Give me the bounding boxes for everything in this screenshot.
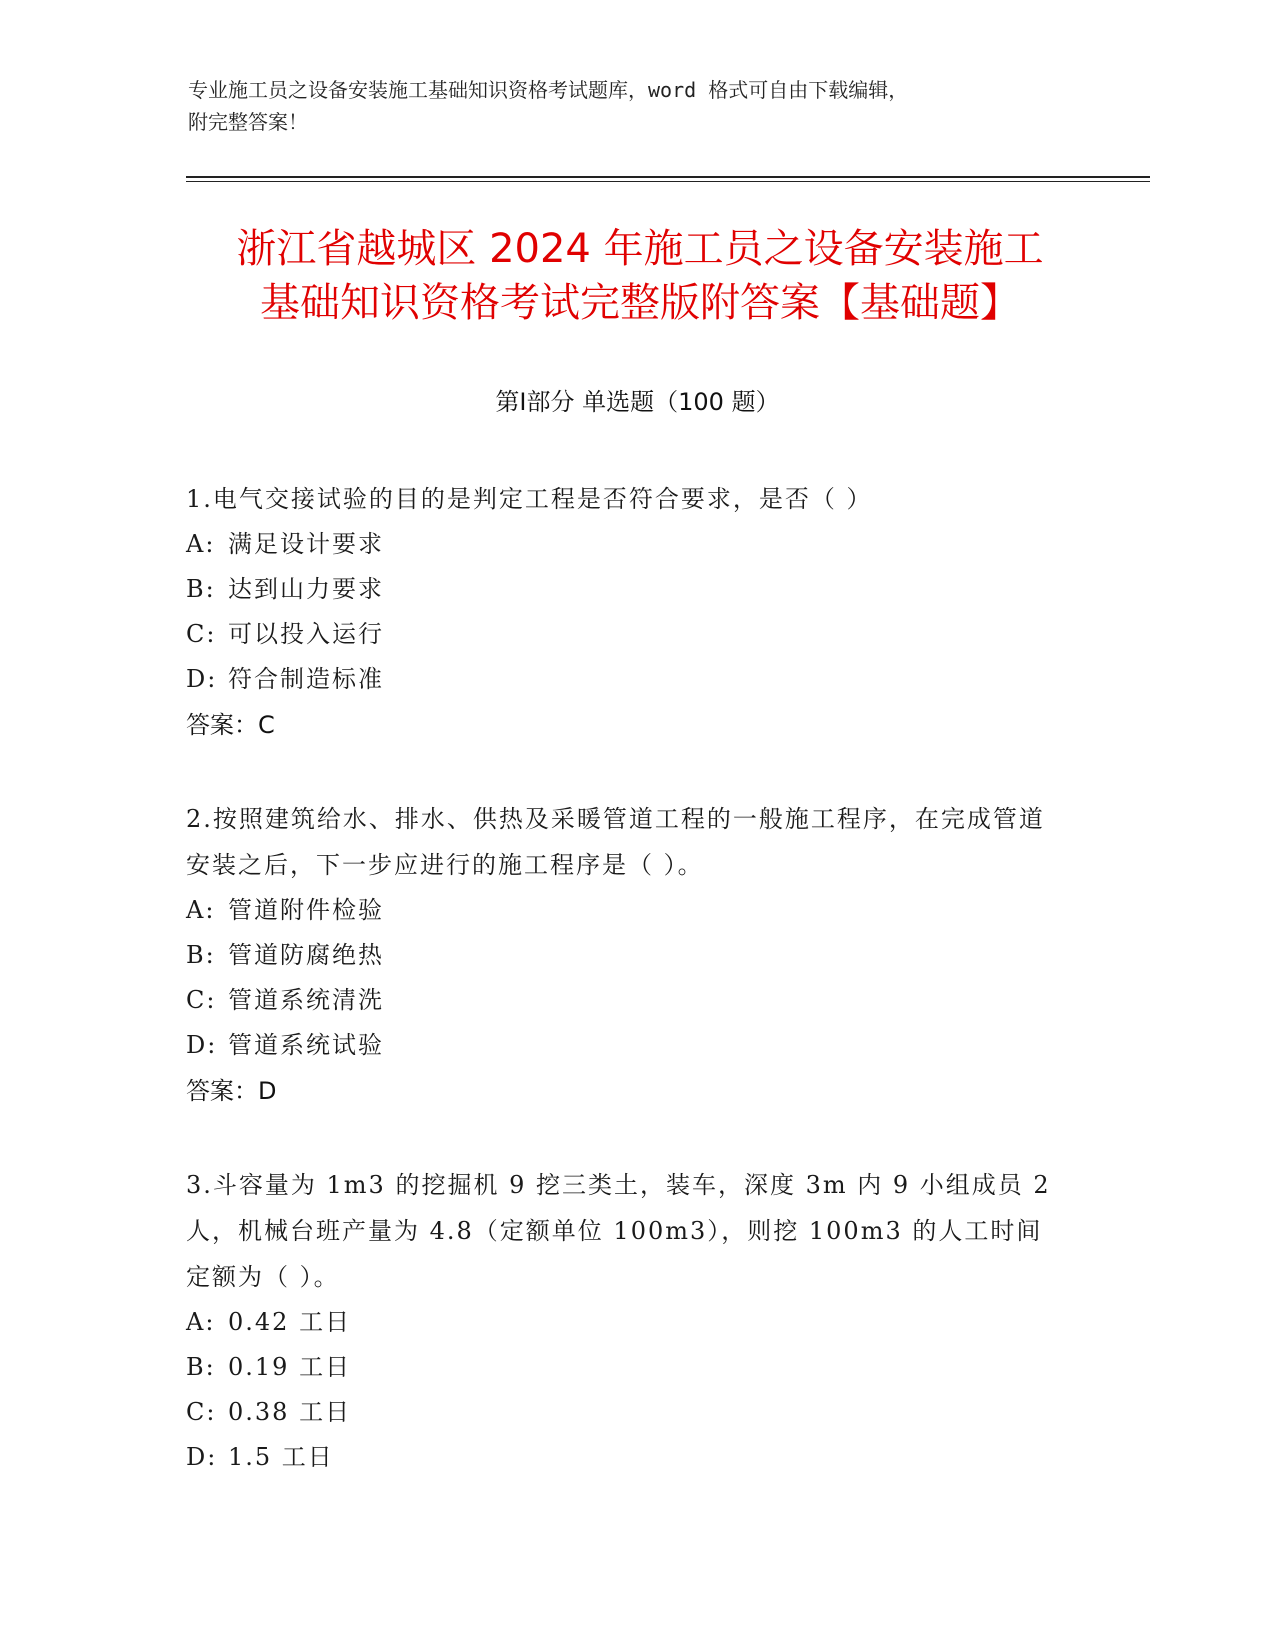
option-a [186, 888, 1066, 933]
option-d [186, 1435, 1066, 1480]
option-c [186, 612, 1066, 657]
question-stem: 3.斗容量为 1m3 的挖掘机 9 挖三类土，装车，深度 3m 内 9 小组成员 2 人，机械台班产量为 4.8（定额单位 100m3），则挖 100m3 的人工时间定额为（ ）。 [186, 1171, 1051, 1291]
option-key: C: [186, 986, 217, 1014]
option-a [186, 1300, 1066, 1345]
option-key: B: [186, 575, 216, 603]
question-1 [186, 476, 1066, 748]
question-3 [186, 1162, 1066, 1480]
option-text: 管道防腐绝热 [228, 941, 384, 969]
section-heading: 第Ⅰ部分 单选题（100 题） [495, 388, 780, 416]
option-key: B: [186, 941, 216, 969]
document-title-line-2: 基础知识资格考试完整版附答案【基础题】 [260, 280, 1020, 326]
question-stem: 2.按照建筑给水、排水、供热及采暖管道工程的一般施工程序，在完成管道安装之后，下一步应进行的施工程序是（ ）。 [186, 805, 1045, 879]
question-list [186, 476, 1066, 1528]
option-a [186, 522, 1066, 567]
option-c [186, 1390, 1066, 1435]
option-text: 可以投入运行 [228, 620, 384, 648]
option-b [186, 933, 1066, 978]
option-text: 管道系统试验 [228, 1031, 384, 1059]
header-note [188, 74, 1088, 138]
header-note-line-1: 专业施工员之设备安装施工基础知识资格考试题库，word 格式可自由下载编辑， [188, 78, 909, 102]
option-text: 0.19 工日 [228, 1353, 352, 1381]
question-2 [186, 796, 1066, 1114]
answer-line: 答案：D [186, 1077, 277, 1105]
option-text: 0.38 工日 [228, 1398, 352, 1426]
option-text: 0.42 工日 [228, 1308, 352, 1336]
option-key: C: [186, 1398, 217, 1426]
option-b [186, 567, 1066, 612]
option-text: 达到山力要求 [228, 575, 384, 603]
option-text: 符合制造标准 [228, 665, 384, 693]
header-divider-thick [186, 176, 1150, 178]
option-text: 管道系统清洗 [228, 986, 384, 1014]
option-text: 管道附件检验 [228, 896, 384, 924]
option-key: A: [186, 1308, 216, 1336]
option-key: A: [186, 530, 216, 558]
header-note-line-2: 附完整答案！ [188, 110, 308, 134]
header-divider-thin [186, 181, 1150, 182]
option-key: A: [186, 896, 216, 924]
question-stem: 1.电气交接试验的目的是判定工程是否符合要求，是否（ ） [186, 485, 873, 513]
option-text: 1.5 工日 [228, 1443, 334, 1471]
option-key: B: [186, 1353, 216, 1381]
option-d [186, 1023, 1066, 1068]
option-text: 满足设计要求 [228, 530, 384, 558]
document-title [190, 222, 1090, 330]
option-b [186, 1345, 1066, 1390]
document-title-line-1: 浙江省越城区 2024 年施工员之设备安装施工 [236, 226, 1044, 272]
option-d [186, 657, 1066, 702]
option-key: C: [186, 620, 217, 648]
answer-line: 答案：C [186, 711, 275, 739]
option-key: D: [186, 665, 218, 693]
option-c [186, 978, 1066, 1023]
option-key: D: [186, 1443, 218, 1471]
option-key: D: [186, 1031, 218, 1059]
